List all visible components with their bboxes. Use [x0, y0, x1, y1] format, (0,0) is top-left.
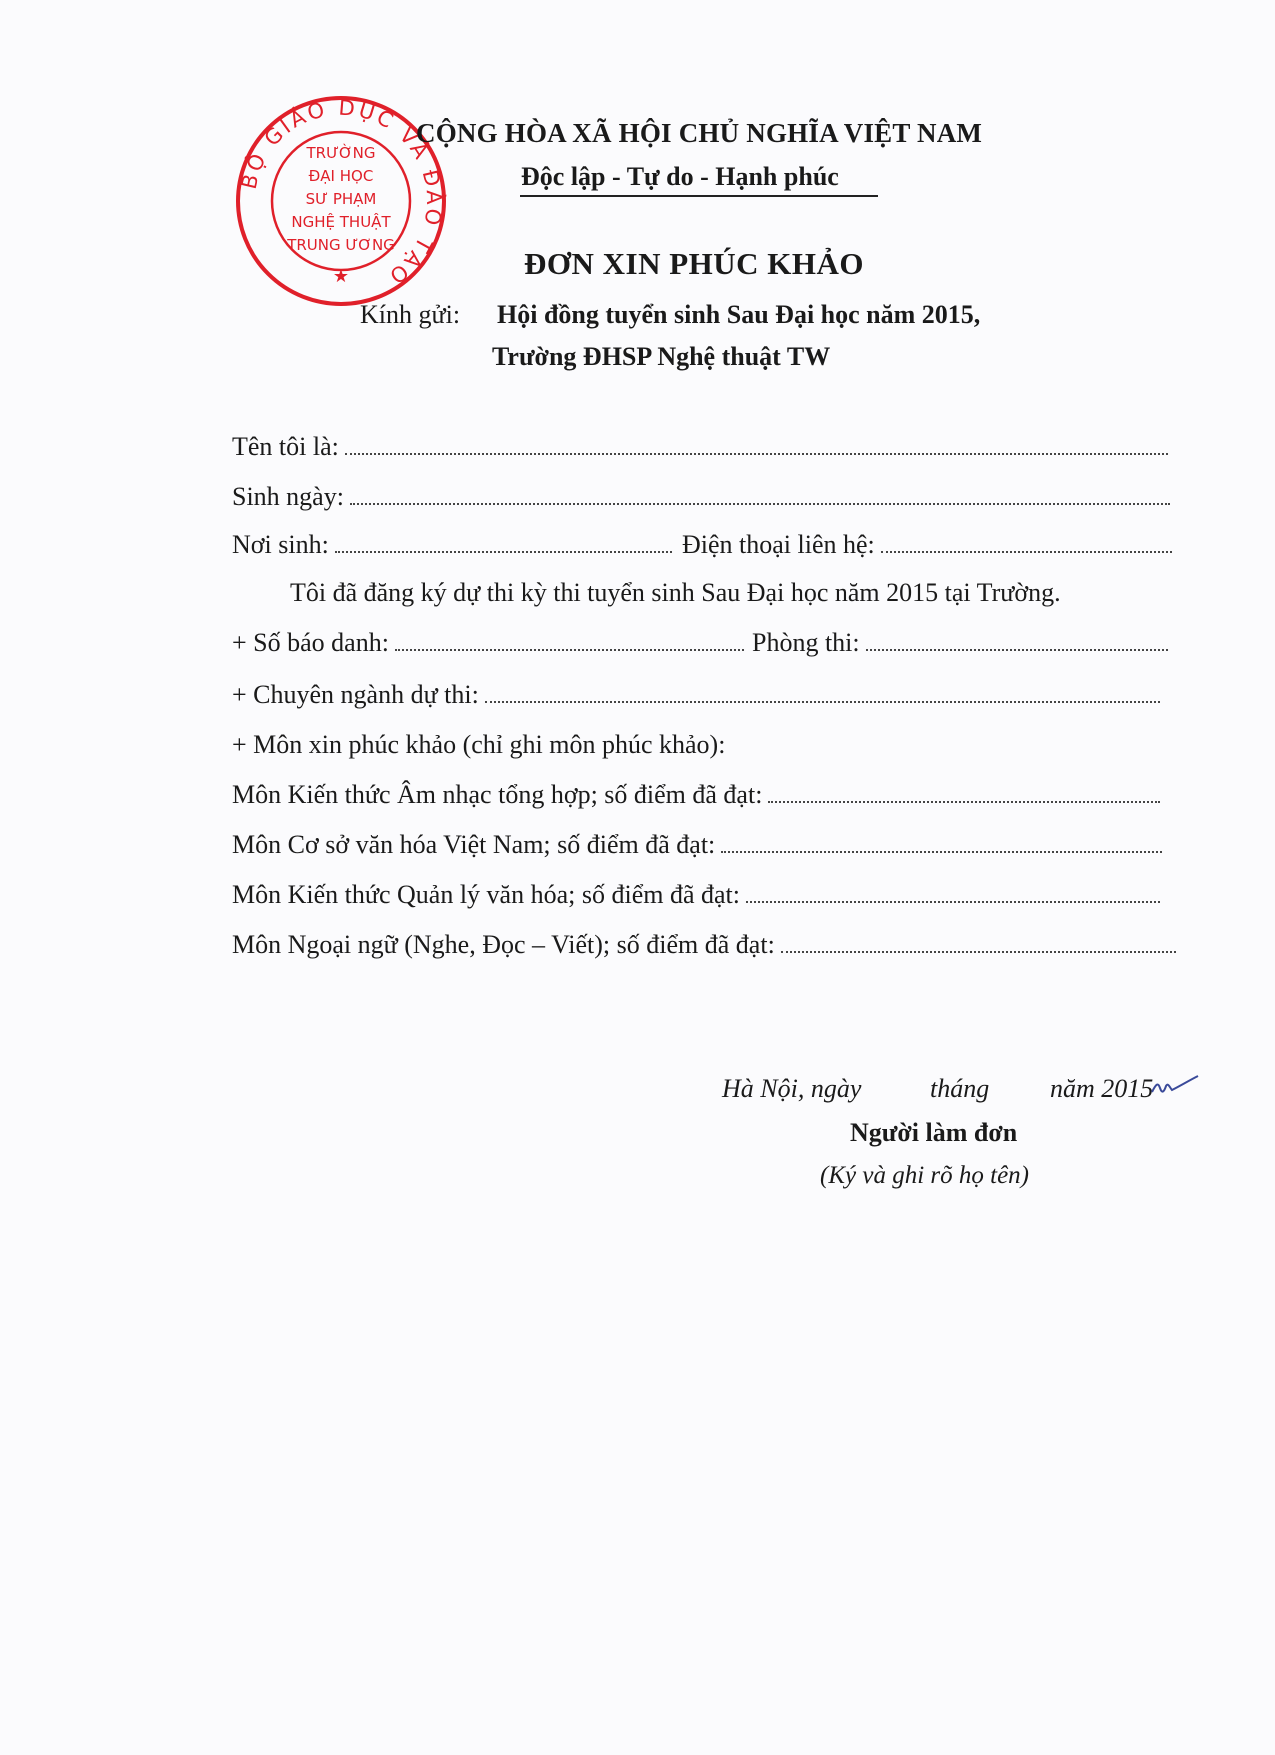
- exam-room-label: Phòng thi:: [752, 628, 860, 657]
- subjects-intro: + Môn xin phúc khảo (chỉ ghi môn phúc khảo):: [232, 730, 726, 759]
- subject-score-blank[interactable]: [768, 800, 1160, 803]
- birthplace-field: [232, 530, 672, 560]
- svg-text:NGHỆ THUẬT: NGHỆ THUẬT: [291, 213, 391, 231]
- dob-label: Sinh ngày:: [232, 482, 344, 511]
- subject-row: [232, 830, 1162, 860]
- subject-score-blank[interactable]: [721, 850, 1162, 853]
- signature-instruction: (Ký và ghi rõ họ tên): [820, 1162, 1029, 1189]
- major-blank[interactable]: [485, 700, 1160, 703]
- phone-field: [682, 530, 1172, 560]
- subject-row: [232, 880, 1160, 910]
- major-field: [232, 680, 1160, 710]
- date-month: tháng: [930, 1074, 990, 1103]
- applicant-signer-title: Người làm đơn: [850, 1118, 1018, 1147]
- exam-room-field: [752, 628, 1168, 658]
- exam-room-blank[interactable]: [866, 648, 1168, 651]
- place-and-day: Hà Nội, ngày: [722, 1074, 862, 1103]
- addressee-label: Kính gửi:: [360, 300, 461, 329]
- name-field: [232, 432, 1168, 462]
- svg-text:TRUNG ƯƠNG: TRUNG ƯƠNG: [287, 236, 395, 254]
- subject-row: [232, 930, 1176, 960]
- subject-label: Môn Ngoại ngữ (Nghe, Đọc – Viết); số điểm đã đạt:: [232, 930, 775, 959]
- candidate-number-blank[interactable]: [395, 648, 744, 651]
- motto-underline: [520, 195, 878, 197]
- subject-row: [232, 780, 1160, 810]
- subject-label: Môn Kiến thức Quản lý văn hóa; số điểm đã đạt:: [232, 880, 740, 909]
- dob-field: [232, 482, 1170, 512]
- form-title: ĐƠN XIN PHÚC KHẢO: [524, 246, 865, 281]
- svg-text:ĐẠI HỌC: ĐẠI HỌC: [308, 167, 374, 185]
- nation-heading: CỘNG HÒA XÃ HỘI CHỦ NGHĨA VIỆT NAM: [416, 118, 983, 148]
- national-motto: Độc lập - Tự do - Hạnh phúc: [521, 162, 839, 191]
- name-label: Tên tôi là:: [232, 432, 339, 461]
- addressee-line-2: Trường ĐHSP Nghệ thuật TW: [492, 342, 831, 371]
- major-label: + Chuyên ngành dự thi:: [232, 680, 479, 709]
- svg-text:SƯ PHẠM: SƯ PHẠM: [305, 190, 377, 208]
- phone-label: Điện thoại liên hệ:: [682, 530, 875, 559]
- phone-blank[interactable]: [881, 550, 1172, 553]
- svg-text:★: ★: [332, 266, 350, 287]
- birthplace-blank[interactable]: [335, 550, 672, 553]
- subject-label: Môn Cơ sở văn hóa Việt Nam; số điểm đã đạt:: [232, 830, 716, 859]
- subject-score-blank[interactable]: [781, 950, 1176, 953]
- birthplace-label: Nơi sinh:: [232, 530, 329, 559]
- dob-blank[interactable]: [350, 502, 1170, 505]
- svg-text:BỘ GIÁO DỤC VÀ ĐÀO TẠO: BỘ GIÁO DỤC VÀ ĐÀO TẠO: [236, 95, 447, 291]
- subject-score-blank[interactable]: [746, 900, 1160, 903]
- handwritten-mark: [1150, 1072, 1200, 1098]
- candidate-number-label: + Số báo danh:: [232, 628, 389, 657]
- svg-text:TRƯỜNG: TRƯỜNG: [306, 144, 376, 162]
- date-year: năm 2015: [1050, 1074, 1154, 1103]
- name-blank[interactable]: [345, 452, 1168, 455]
- registration-statement: Tôi đã đăng ký dự thi kỳ thi tuyển sinh Sau Đại học năm 2015 tại Trường.: [290, 578, 1061, 607]
- subject-label: Môn Kiến thức Âm nhạc tổng hợp; số điểm đã đạt:: [232, 780, 763, 809]
- candidate-number-field: [232, 628, 744, 658]
- addressee-line-1: Hội đồng tuyển sinh Sau Đại học năm 2015,: [497, 300, 981, 329]
